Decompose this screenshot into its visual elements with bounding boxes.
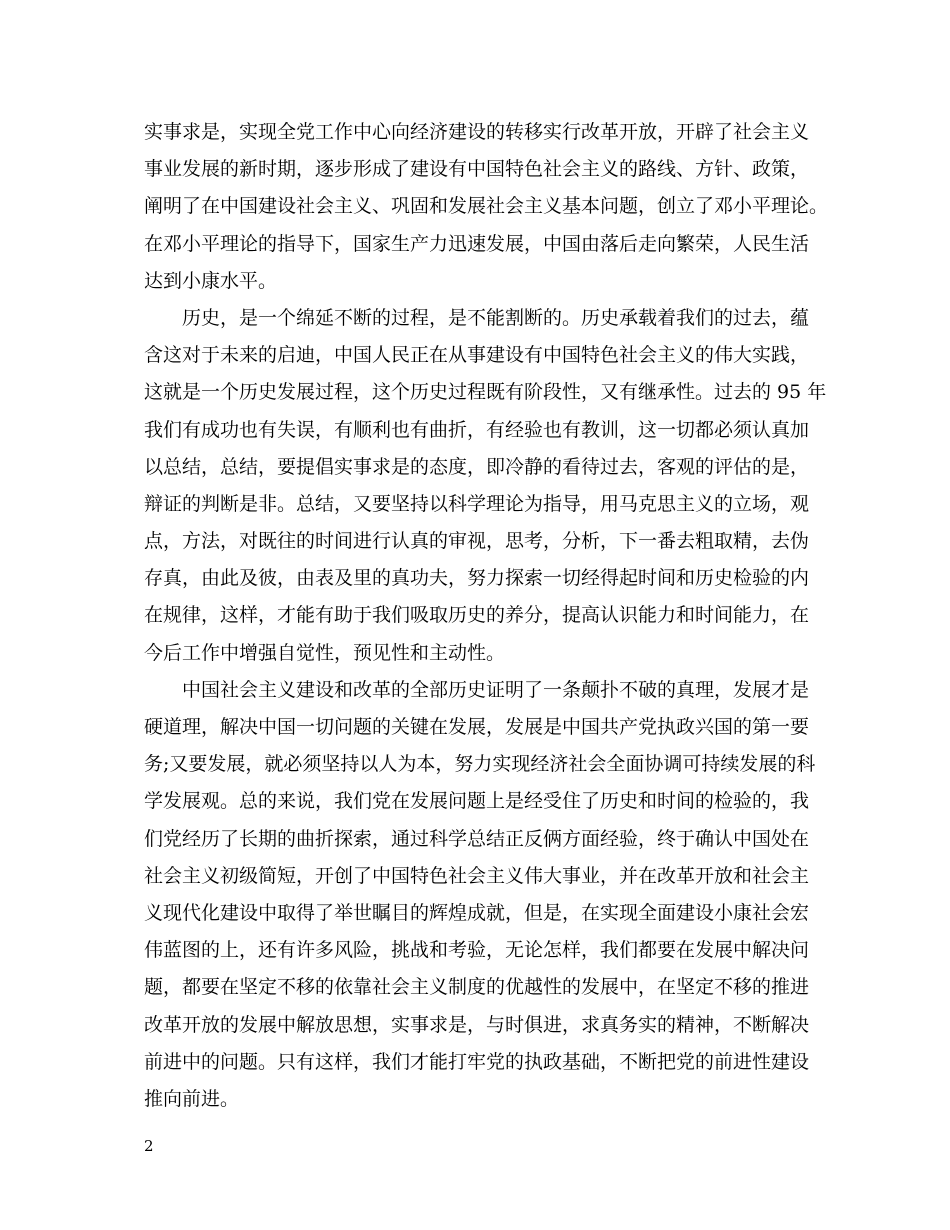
paragraph-line: 题，都要在坚定不移的依靠社会主义制度的优越性的发展中，在坚定不移的推进 (144, 976, 810, 999)
paragraph-line: 推向前进。 (144, 1087, 240, 1110)
paragraph-line: 以总结，总结，要提倡实事求是的态度，即冷静的看待过去，客观的评估的是， (144, 455, 810, 478)
paragraph-line: 历史，是一个绵延不断的过程，是不能割断的。历史承载着我们的过去，蕴 (182, 306, 810, 329)
paragraph-line: 辩证的判断是非。总结，又要坚持以科学理论为指导，用马克思主义的立场，观 (144, 492, 810, 515)
page-number: 2 (144, 1137, 154, 1155)
paragraph-line: 中国社会主义建设和改革的全部历史证明了一条颠扑不破的真理，发展才是 (182, 678, 810, 701)
paragraph (144, 672, 820, 1118)
paragraph-line: 改革开放的发展中解放思想，实事求是，与时俱进，求真务实的精神，不断解决 (144, 1013, 810, 1036)
paragraph-line: 硬道理，解决中国一切问题的关键在发展，发展是中国共产党执政兴国的第一要 (144, 716, 810, 738)
paragraph-line: 义现代化建设中取得了举世瞩目的辉煌成就，但是，在实现全面建设小康社会宏 (144, 901, 810, 924)
paragraph-line: 今后工作中增强自觉性，预见性和主动性。 (144, 641, 506, 664)
paragraph (144, 300, 827, 672)
paragraph-line: 务;又要发展，就必须坚持以人为本，努力实现经济社会全面协调可持续发展的科 (144, 753, 816, 776)
paragraph-line: 点，方法，对既往的时间进行认真的审视，思考，分析，下一番去粗取精，去伪 (144, 530, 810, 553)
paragraph-line: 在规律，这样，才能有助于我们吸取历史的养分，提高认识能力和时间能力，在 (144, 604, 810, 627)
document-body (144, 114, 829, 1118)
paragraph-line: 在邓小平理论的指导下，国家生产力迅速发展，中国由落后走向繁荣，人民生活 (144, 232, 810, 255)
paragraph-line: 们党经历了长期的曲折探索，通过科学总结正反俩方面经验，终于确认中国处在 (144, 827, 810, 850)
paragraph-line: 阐明了在中国建设社会主义、巩固和发展社会主义基本问题，创立了邓小平理论。 (144, 195, 829, 218)
paragraph-line: 达到小康水平。 (144, 269, 278, 292)
paragraph-line: 事业发展的新时期，逐步形成了建设有中国特色社会主义的路线、方针、政策， (144, 158, 810, 181)
paragraph-line: 我们有成功也有失误，有顺利也有曲折，有经验也有教训，这一切都必须认真加 (144, 418, 810, 441)
paragraph-line: 伟蓝图的上，还有许多风险，挑战和考验，无论怎样，我们都要在发展中解决问 (144, 939, 810, 962)
paragraph-line: 存真，由此及彼，由表及里的真功夫，努力探索一切经得起时间和历史检验的内 (144, 567, 810, 590)
paragraph-line: 学发展观。总的来说，我们党在发展问题上是经受住了历史和时间的检验的，我 (144, 790, 810, 813)
paragraph-line: 实事求是，实现全党工作中心向经济建设的转移实行改革开放，开辟了社会主义 (144, 121, 810, 143)
paragraph-line: 含这对于未来的启迪，中国人民正在从事建设有中国特色社会主义的伟大实践， (144, 344, 810, 367)
paragraph-line: 这就是一个历史发展过程，这个历史过程既有阶段性，又有继承性。过去的 95 年 (144, 381, 827, 404)
paragraph-line: 前进中的问题。只有这样，我们才能打牢党的执政基础，不断把党的前进性建设 (144, 1050, 810, 1073)
paragraph (144, 114, 829, 300)
paragraph-line: 社会主义初级简短，开创了中国特色社会主义伟大事业，并在改革开放和社会主 (144, 864, 810, 887)
